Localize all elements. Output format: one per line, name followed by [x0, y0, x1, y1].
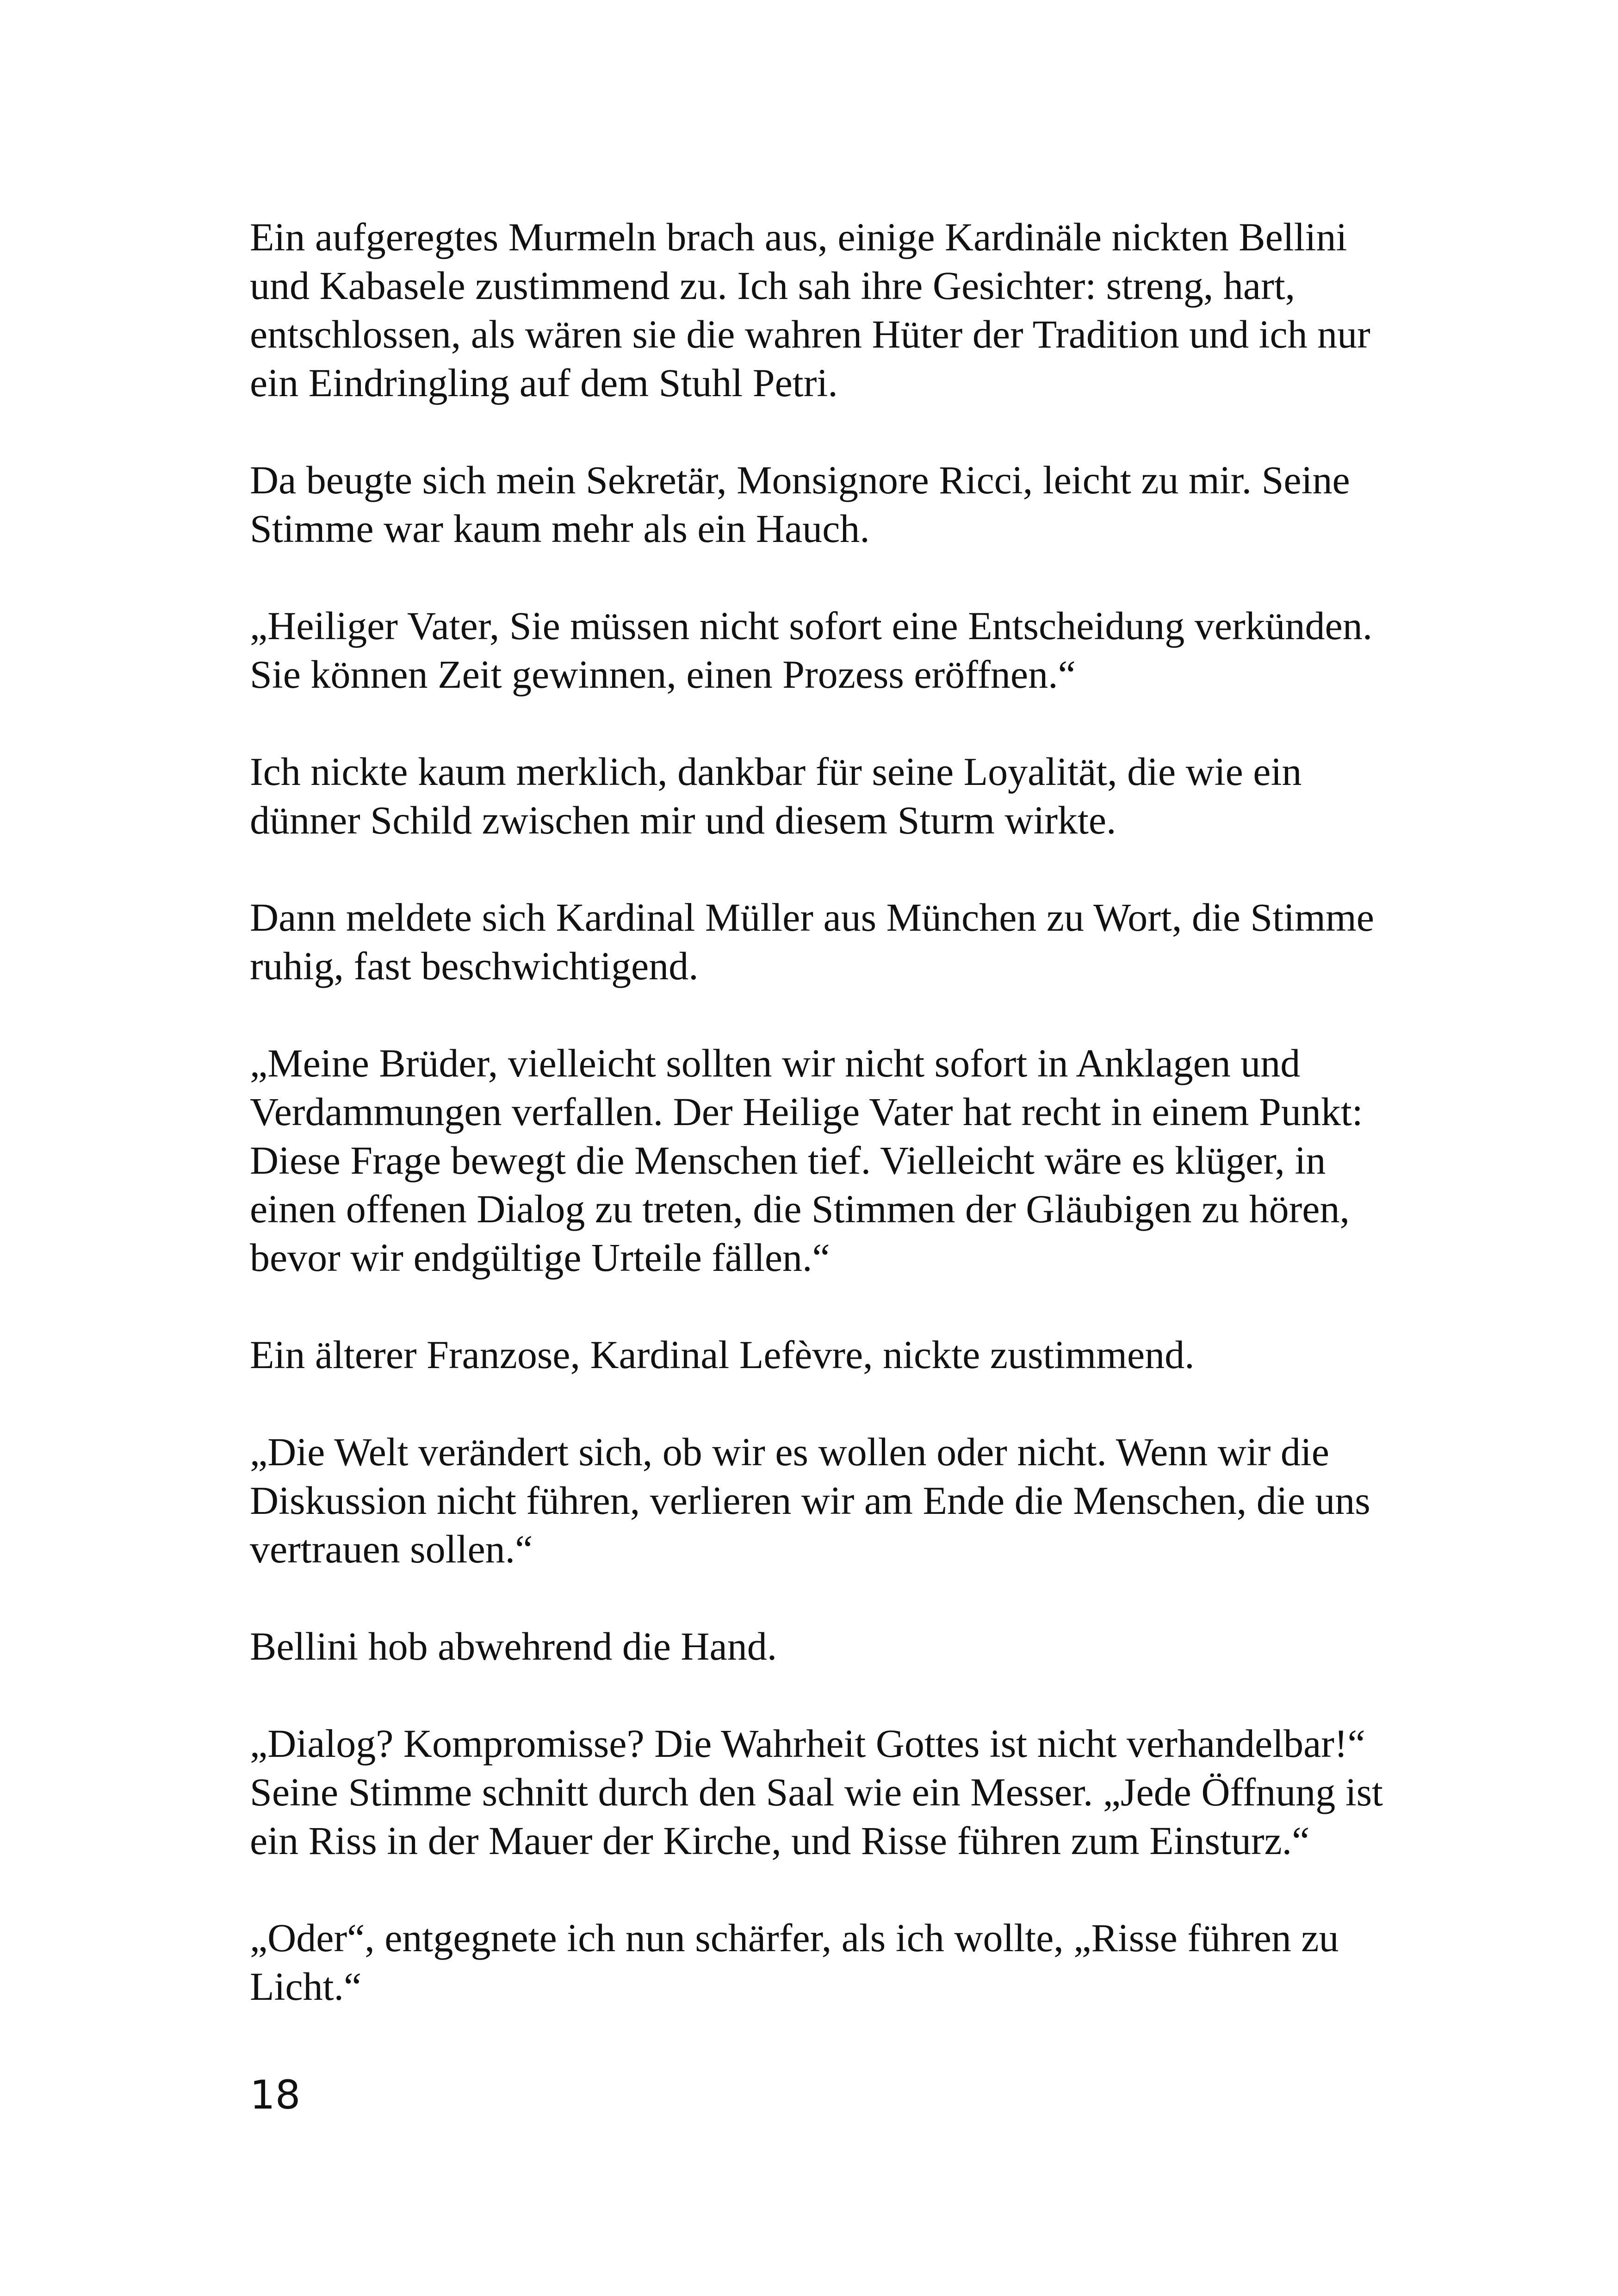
body-text: [250, 213, 1434, 2060]
paragraph: „Meine Brüder, vielleicht sollten wir nicht sofort in Anklagen und Verdammungen verfallen. Der Heilige Vater hat recht in einem Punkt: Diese Frage bewegt die Menschen tief. Vielleicht wäre es klüger, in einen offenen Dialog zu treten, die Stimmen der Gläubigen zu hören, bevor wir endgültige Urteile fällen.“: [250, 1041, 1363, 1280]
paragraph: „Oder“, entgegnete ich nun schärfer, als ich wollte, „Risse führen zu Licht.“: [250, 1916, 1339, 2009]
paragraph: „Dialog? Kompromisse? Die Wahrheit Gottes ist nicht verhandelbar!“ Seine Stimme schnitt durch den Saal wie ein Messer. „Jede Öffnung ist ein Riss in der Mauer der Kirche, und Risse führen zum Einsturz.“: [250, 1721, 1383, 1863]
paragraph: Ein älterer Franzose, Kardinal Lefèvre, nickte zustimmend.: [250, 1332, 1195, 1377]
paragraph: Ich nickte kaum merklich, dankbar für seine Loyalität, die wie ein dünner Schild zwischen mir und diesem Sturm wirkte.: [250, 749, 1302, 842]
paragraph: Ein aufgeregtes Murmeln brach aus, einige Kardinäle nickten Bellini und Kabasele zustimmend zu. Ich sah ihre Gesichter: streng, hart, entschlossen, als wären sie die wahren Hüter der Tradition und ich nur ein Eindringling auf dem Stuhl Petri.: [250, 215, 1370, 405]
page-number: 18: [250, 2072, 301, 2118]
paragraph: Da beugte sich mein Sekretär, Monsignore Ricci, leicht zu mir. Seine Stimme war kaum mehr als ein Hauch.: [250, 458, 1350, 551]
paragraph: „Heiliger Vater, Sie müssen nicht sofort eine Entscheidung verkünden. Sie können Zeit gewinnen, einen Prozess eröffnen.“: [250, 604, 1373, 697]
paragraph: Dann meldete sich Kardinal Müller aus München zu Wort, die Stimme ruhig, fast beschwichtigend.: [250, 895, 1374, 988]
paragraph: Bellini hob abwehrend die Hand.: [250, 1624, 777, 1668]
paragraph: „Die Welt verändert sich, ob wir es wollen oder nicht. Wenn wir die Diskussion nicht führen, verlieren wir am Ende die Menschen, die uns vertrauen sollen.“: [250, 1430, 1370, 1571]
